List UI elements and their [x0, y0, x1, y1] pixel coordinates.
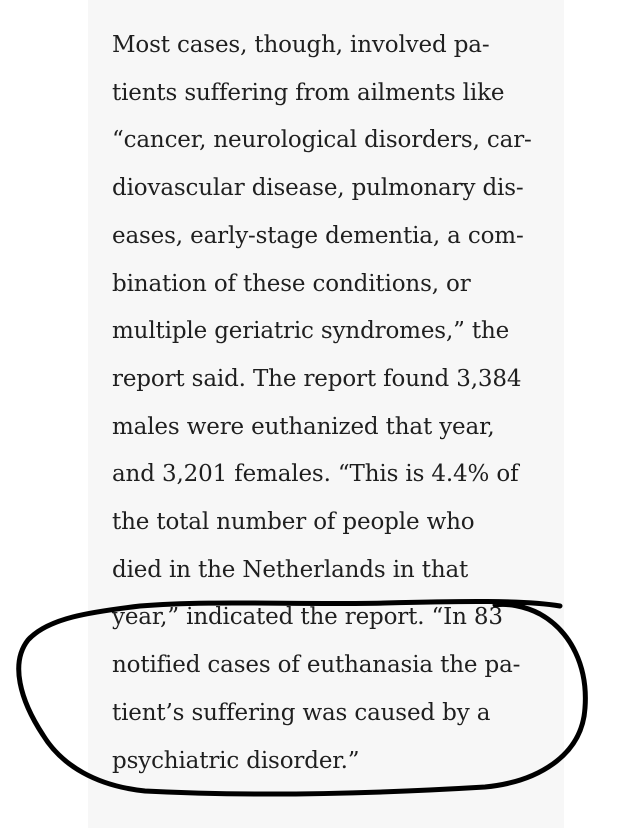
paragraph-line: bination of these conditions, or [112, 270, 471, 297]
paragraph-line: diovascular disease, pulmonary dis- [112, 175, 524, 202]
paragraph-line: died in the Netherlands in that [112, 556, 469, 583]
paragraph-line: year,” indicated the report. “In 83 [112, 604, 503, 631]
article-paragraph [112, 22, 552, 785]
paragraph-line: tient’s suffering was caused by a [112, 699, 491, 726]
paragraph-line: males were euthanized that year, [112, 413, 495, 440]
paragraph-line: multiple geriatric syndromes,” the [112, 318, 510, 345]
paragraph-line: eases, early-stage dementia, a com- [112, 222, 524, 249]
paragraph-line: report said. The report found 3,384 [112, 365, 522, 392]
paragraph-line: Most cases, though, involved pa- [112, 32, 490, 58]
paragraph-line: notified cases of euthanasia the pa- [112, 652, 521, 679]
paragraph-line: the total number of people who [112, 509, 475, 536]
paragraph-line: tients suffering from ailments like [112, 79, 505, 106]
paragraph-line: “cancer, neurological disorders, car- [112, 127, 532, 154]
paragraph-line: and 3,201 females. “This is 4.4% of [112, 461, 519, 488]
paragraph-line: psychiatric disorder.” [112, 747, 360, 774]
